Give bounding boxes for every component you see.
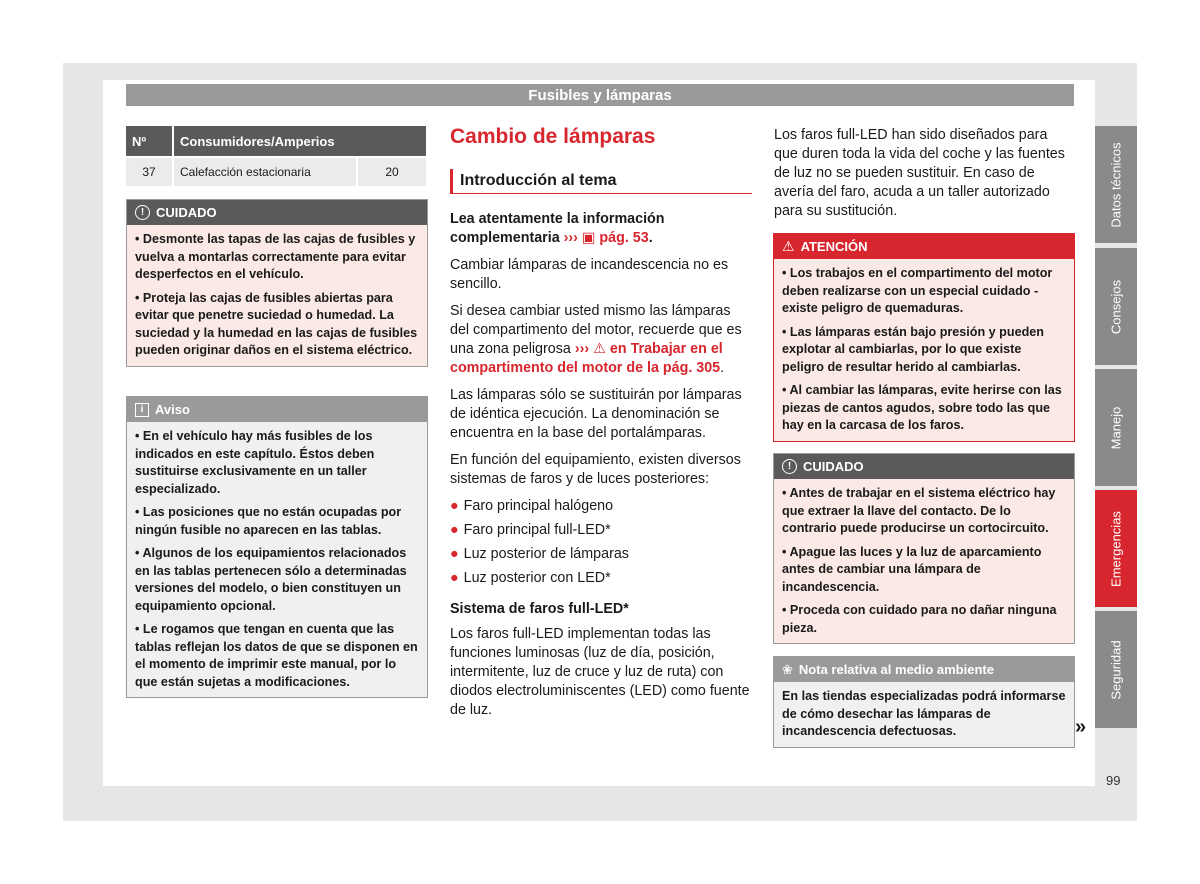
note-title: Aviso (155, 402, 190, 417)
note-item: • En el vehículo hay más fusibles de los indicados en este capítulo. Éstos deben sustituirse exclusivamente en un taller especializado. (135, 429, 375, 496)
flower-icon: ❀ (782, 662, 793, 677)
section-subtitle: Introducción al tema (450, 169, 752, 194)
warning-title: ATENCIÓN (800, 239, 868, 254)
page-number: 99 (1106, 773, 1121, 788)
fuse-table (126, 126, 426, 186)
caution-item: • Desmonte las tapas de las cajas de fusibles y vuelva a montarlas correctamente para evitar desperfectos en el vehículo. (135, 232, 416, 281)
cell-no: 37 (126, 157, 173, 186)
list-item: ● Luz posterior de lámparas (450, 546, 629, 562)
page-ref-link[interactable]: pág. 53 (599, 230, 649, 246)
col-consumer-header: Consumidores/Amperios (173, 126, 426, 157)
continued-marker: » (1075, 716, 1087, 738)
book-icon: ▣ (581, 230, 596, 246)
arrow-marker: ››› (563, 230, 578, 246)
warning-icon: ⚠ (782, 238, 795, 254)
note-item: • Le rogamos que tengan en cuenta que las tablas reflejan los datos de que se disponen en el momento de imprimir este manual, por lo que están sujetas a modificaciones. (135, 622, 418, 689)
warning-item: • Los trabajos en el compartimento del motor deben realizarse con un especial cuidado - existe peligro de quemaduras. (782, 266, 1053, 315)
caution-title: CUIDADO (156, 205, 217, 220)
caution-box-1 (126, 199, 428, 367)
env-title: Nota relativa al medio ambiente (798, 662, 994, 677)
caution-item: • Antes de trabajar en el sistema eléctrico hay que extraer la llave del contacto. De lo contrario puede producirse un cortocircuito. (782, 486, 1056, 535)
paragraph: Los faros full-LED implementan todas las funciones luminosas (luz de día, posición, intermitente, luz de cruce y luz de ruta) con diodos electroluminiscentes (LED) como fuente de luz. (450, 626, 750, 718)
info-icon: i (135, 403, 149, 417)
page-title: Cambio de lámparas (450, 125, 656, 148)
intro-paragraph: Lea atentamente la información complementaria ››› ▣ pág. 53. (450, 211, 665, 246)
paragraph: Cambiar lámparas de incandescencia no es sencillo. (450, 257, 729, 292)
paragraph: En función del equipamiento, existen diversos sistemas de faros y de luces posteriores: (450, 452, 741, 487)
warning-box (773, 233, 1075, 442)
cell-consumer: Calefacción estacionaria (173, 157, 357, 186)
cell-amps: 20 (357, 157, 426, 186)
note-box (126, 396, 428, 698)
middle-column (450, 124, 752, 728)
environment-box (773, 656, 1075, 748)
warning-triangle-icon: ⚠ (593, 341, 606, 357)
warning-ref-link[interactable]: en Trabajar en el compartimento del motor de la pág. 305 (450, 341, 723, 376)
table-row (126, 157, 426, 186)
subheading: Sistema de faros full-LED* (450, 601, 629, 617)
caution-title: CUIDADO (803, 459, 864, 474)
paragraph: Las lámparas sólo se sustituirán por lámparas de idéntica ejecución. La denominación se encuentra en la base del portalámparas. (450, 387, 742, 441)
tab-emergencias[interactable]: Emergencias (1095, 490, 1137, 607)
caution-icon: ! (135, 205, 150, 220)
warning-item: • Las lámparas están bajo presión y pueden explotar al cambiarlas, por lo que existe peligro de resultar herido al cambiarlas. (782, 324, 1044, 374)
arrow-marker: ››› (574, 341, 590, 357)
caution-item: • Apague las luces y la luz de aparcamiento antes de cambiar una lámpara de incandescencia. (782, 544, 1042, 594)
list-item: ● Faro principal halógeno (450, 498, 614, 514)
list-item: ● Faro principal full-LED* (450, 522, 611, 538)
section-header: Fusibles y lámparas (126, 84, 1074, 106)
env-text: En las tiendas especializadas podrá informarse de cómo desechar las lámparas de incandescencia defectuosas. (782, 689, 1066, 738)
warning-item: • Al cambiar las lámparas, evite herirse con las piezas de cantos agudos, sobre todo las que hay en la carcasa de los faros. (782, 383, 1062, 432)
tab-seguridad[interactable]: Seguridad (1095, 611, 1137, 728)
caution-icon: ! (782, 459, 797, 474)
note-item: • Las posiciones que no están ocupadas por ningún fusible no aparecen en las tablas. (135, 505, 402, 537)
note-item: • Algunos de los equipamientos relacionados en las tablas pertenecen sólo a determinadas versiones del modelo, o bien constituyen un equipamiento opcional. (135, 546, 407, 613)
tab-manejo[interactable]: Manejo (1095, 369, 1137, 486)
caution-item: • Proceda con cuidado para no dañar ninguna pieza. (782, 603, 1057, 635)
tab-datos-tecnicos[interactable]: Datos técnicos (1095, 126, 1137, 243)
list-item: ● Luz posterior con LED* (450, 570, 611, 586)
tab-consejos[interactable]: Consejos (1095, 248, 1137, 365)
col-no-header: Nº (126, 126, 173, 157)
caution-item: • Proteja las cajas de fusibles abiertas para evitar que penetre suciedad o humedad. La suciedad y la humedad en las cajas de fusibles pueden originar daños en el sistema eléctrico. (135, 290, 418, 357)
right-paragraph: Los faros full-LED han sido diseñados para que duren toda la vida del coche y las fuentes de luz no se pueden sustituir. En caso de avería del faro, acuda a un taller autorizado para su sustitución. (774, 127, 1065, 219)
lamp-list (450, 497, 752, 588)
caution-box-2 (773, 453, 1075, 644)
paragraph-engine: Si desea cambiar usted mismo las lámparas del compartimento del motor, recuerde que es una zona peligrosa ››› ⚠ en Trabajar en el compartimento del motor de la pág. 305. (450, 303, 742, 376)
